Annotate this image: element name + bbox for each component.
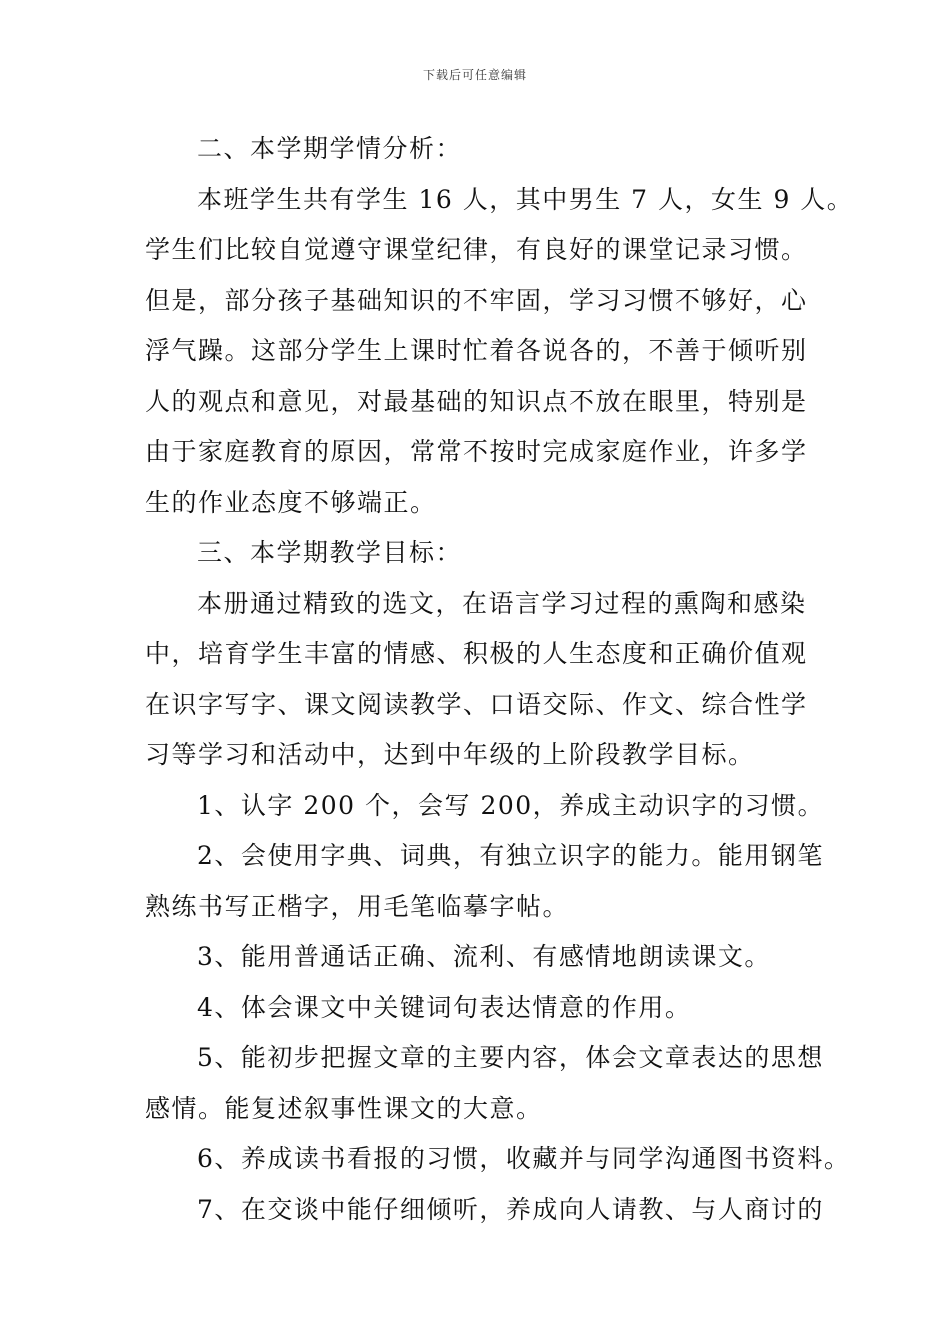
document-body <box>145 124 854 1235</box>
paragraph-line: 人的观点和意见，对最基础的知识点不放在眼里，特别是 <box>145 386 808 416</box>
paragraph-line: 在识字写字、课文阅读教学、口语交际、作文、综合性学 <box>145 689 808 719</box>
paragraph-line: 学生们比较自觉遵守课堂纪律，有良好的课堂记录习惯。 <box>145 235 808 264</box>
paragraph-line: 浮气躁。这部分学生上课时忙着各说各的，不善于倾听别 <box>145 336 808 365</box>
paragraph-line: 生的作业态度不够端正。 <box>145 487 437 517</box>
section-heading: 三、本学期教学目标： <box>197 538 463 567</box>
paragraph-line: 但是，部分孩子基础知识的不牢固，学习习惯不够好，心 <box>145 285 808 315</box>
paragraph-line: 习等学习和活动中，达到中年级的上阶段教学目标。 <box>145 740 755 769</box>
paragraph-line: 中，培育学生丰富的情感、积极的人生态度和正确价值观 <box>145 639 808 668</box>
list-item: 6、养成读书看报的习惯，收藏并与同学沟通图书资料。 <box>197 1144 851 1173</box>
list-item: 1、认字 200 个，会写 200，养成主动识字的习惯。 <box>197 790 825 820</box>
list-item: 3、能用普通话正确、流利、有感情地朗读课文。 <box>197 942 771 971</box>
list-item: 4、体会课文中关键词句表达情意的作用。 <box>197 992 692 1022</box>
header-note: 下载后可任意编辑 <box>422 68 527 82</box>
paragraph-line: 由于家庭教育的原因，常常不按时完成家庭作业，许多学 <box>145 437 808 466</box>
list-item-continuation: 感情。能复述叙事性课文的大意。 <box>145 1093 543 1123</box>
section-heading: 二、本学期学情分析： <box>197 134 463 163</box>
list-item: 2、会使用字典、词典，有独立识字的能力。能用钢笔 <box>197 841 824 870</box>
paragraph-line: 本班学生共有学生 16 人，其中男生 7 人，女生 9 人。 <box>197 184 854 214</box>
paragraph-line: 本册通过精致的选文，在语言学习过程的熏陶和感染 <box>197 588 807 618</box>
list-item: 5、能初步把握文章的主要内容，体会文章表达的思想 <box>197 1043 824 1072</box>
list-item: 7、在交谈中能仔细倾听，养成向人请教、与人商讨的 <box>197 1194 824 1224</box>
list-item-continuation: 熟练书写正楷字，用毛笔临摹字帖。 <box>145 891 570 921</box>
